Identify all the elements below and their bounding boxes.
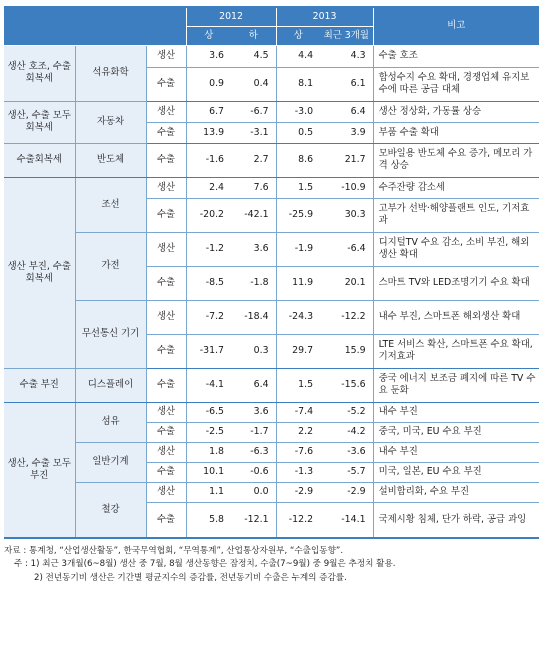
value-cell: 0.3 (231, 334, 276, 368)
value-cell: 2.2 (276, 422, 320, 442)
industry-cell: 가전 (75, 232, 146, 300)
value-cell: 1.5 (276, 177, 320, 198)
type-cell: 생산 (146, 177, 186, 198)
value-cell: 3.6 (231, 232, 276, 266)
table-row (4, 101, 539, 122)
value-cell: 6.4 (231, 368, 276, 402)
category-cell: 생산, 수출 모두 부진 (4, 402, 75, 538)
remark-cell: 중국, 미국, EU 수요 부진 (373, 422, 539, 442)
header-year-2013: 2013 (276, 7, 373, 26)
value-cell: 30.3 (320, 198, 373, 232)
remark-cell: 국제시황 침체, 단가 하락, 공급 과잉 (373, 502, 539, 538)
type-cell: 생산 (146, 482, 186, 502)
industry-cell: 철강 (75, 482, 146, 538)
type-cell: 수출 (146, 502, 186, 538)
value-cell: -5.7 (320, 462, 373, 482)
table-row (4, 45, 539, 67)
value-cell: 1.1 (186, 482, 231, 502)
remark-cell: 디지털TV 수요 감소, 소비 부진, 해외생산 확대 (373, 232, 539, 266)
header-year-2012: 2012 (186, 7, 276, 26)
type-cell: 수출 (146, 334, 186, 368)
remark-cell: 설비합리화, 수요 부진 (373, 482, 539, 502)
value-cell: -1.8 (231, 266, 276, 300)
value-cell: -1.3 (276, 462, 320, 482)
remark-cell: 합성수지 수요 확대, 경쟁업체 유지보수에 따른 공급 대체 (373, 67, 539, 101)
category-cell: 생산 호조, 수출회복세 (4, 45, 75, 101)
type-cell: 생산 (146, 232, 186, 266)
table-row (4, 482, 539, 502)
value-cell: 3.9 (320, 122, 373, 143)
value-cell: -20.2 (186, 198, 231, 232)
value-cell: 13.9 (186, 122, 231, 143)
type-cell: 생산 (146, 45, 186, 67)
type-cell: 생산 (146, 300, 186, 334)
table-row (4, 143, 539, 177)
value-cell: -7.6 (276, 442, 320, 462)
industry-cell: 디스플레이 (75, 368, 146, 402)
value-cell: -12.1 (231, 502, 276, 538)
value-cell: 10.1 (186, 462, 231, 482)
type-cell: 수출 (146, 67, 186, 101)
value-cell: -6.7 (231, 101, 276, 122)
value-cell: -2.5 (186, 422, 231, 442)
value-cell: -10.9 (320, 177, 373, 198)
table-row (4, 300, 539, 334)
type-cell: 수출 (146, 122, 186, 143)
value-cell: -12.2 (276, 502, 320, 538)
header-2012-h1: 상 (186, 26, 231, 45)
value-cell: -42.1 (231, 198, 276, 232)
value-cell: -1.6 (186, 143, 231, 177)
industry-table (4, 6, 539, 539)
value-cell: -1.2 (186, 232, 231, 266)
type-cell: 생산 (146, 101, 186, 122)
table-row (4, 177, 539, 198)
value-cell: -5.2 (320, 402, 373, 422)
value-cell: -1.9 (276, 232, 320, 266)
table-row (4, 232, 539, 266)
value-cell: -3.6 (320, 442, 373, 462)
remark-cell: 내수 부진 (373, 402, 539, 422)
remark-cell: 생산 정상화, 가동률 상승 (373, 101, 539, 122)
type-cell: 수출 (146, 266, 186, 300)
value-cell: -3.1 (231, 122, 276, 143)
value-cell: -8.5 (186, 266, 231, 300)
value-cell: 2.4 (186, 177, 231, 198)
industry-cell: 일반기계 (75, 442, 146, 482)
type-cell: 생산 (146, 402, 186, 422)
value-cell: -25.9 (276, 198, 320, 232)
value-cell: -4.2 (320, 422, 373, 442)
value-cell: 5.8 (186, 502, 231, 538)
header-row-years (4, 7, 539, 26)
type-cell: 수출 (146, 422, 186, 442)
value-cell: 20.1 (320, 266, 373, 300)
type-cell: 수출 (146, 143, 186, 177)
type-cell: 수출 (146, 462, 186, 482)
category-cell: 수출 부진 (4, 368, 75, 402)
value-cell: 15.9 (320, 334, 373, 368)
value-cell: 7.6 (231, 177, 276, 198)
industry-cell: 섬유 (75, 402, 146, 442)
value-cell: -7.2 (186, 300, 231, 334)
value-cell: 3.6 (186, 45, 231, 67)
remark-cell: 수주잔량 감소세 (373, 177, 539, 198)
table-container (4, 6, 539, 585)
category-cell: 생산, 수출 모두 회복세 (4, 101, 75, 143)
value-cell: 6.1 (320, 67, 373, 101)
value-cell: -2.9 (320, 482, 373, 502)
value-cell: -7.4 (276, 402, 320, 422)
value-cell: -31.7 (186, 334, 231, 368)
value-cell: 3.6 (231, 402, 276, 422)
value-cell: -1.7 (231, 422, 276, 442)
footnote-1: 주 : 1) 최근 3개월(6~8월) 생산 중 7월, 8월 생산동향은 잠정치, 수출(7~9월) 중 9월은 추정치 활용. (14, 559, 396, 570)
value-cell: -6.4 (320, 232, 373, 266)
industry-cell: 무선통신 기기 (75, 300, 146, 368)
table-row (4, 368, 539, 402)
value-cell: -0.6 (231, 462, 276, 482)
value-cell: -15.6 (320, 368, 373, 402)
table-row (4, 442, 539, 462)
remark-cell: 미국, 일본, EU 수요 부진 (373, 462, 539, 482)
value-cell: -24.3 (276, 300, 320, 334)
header-2012-h2: 하 (231, 26, 276, 45)
value-cell: 0.0 (231, 482, 276, 502)
value-cell: 1.8 (186, 442, 231, 462)
value-cell: -12.2 (320, 300, 373, 334)
header-blank (4, 7, 186, 45)
value-cell: 4.3 (320, 45, 373, 67)
value-cell: -3.0 (276, 101, 320, 122)
source-note: 자료 : 통계청, “산업생산활동”, 한국무역협회, “무역통계”, 산업통상자원부, “수출입동향”. (4, 546, 344, 556)
table-row (4, 402, 539, 422)
industry-cell: 자동차 (75, 101, 146, 143)
value-cell: -6.3 (231, 442, 276, 462)
value-cell: 11.9 (276, 266, 320, 300)
value-cell: 2.7 (231, 143, 276, 177)
value-cell: 4.5 (231, 45, 276, 67)
value-cell: 6.7 (186, 101, 231, 122)
header-remarks: 비고 (373, 7, 539, 45)
value-cell: 8.1 (276, 67, 320, 101)
value-cell: 0.9 (186, 67, 231, 101)
remark-cell: 내수 부진 (373, 442, 539, 462)
remark-cell: 모바일용 반도체 수요 증가, 메모리 가격 상승 (373, 143, 539, 177)
remark-cell: 내수 부진, 스마트폰 해외생산 확대 (373, 300, 539, 334)
value-cell: -6.5 (186, 402, 231, 422)
footnote-2: 2) 전년동기비 생산은 기간별 평균지수의 증감률, 전년동기비 수출은 누계의 증감률. (34, 572, 347, 583)
type-cell: 생산 (146, 442, 186, 462)
footnotes (4, 545, 539, 585)
value-cell: 29.7 (276, 334, 320, 368)
remark-cell: 스마트 TV와 LED조명기기 수요 확대 (373, 266, 539, 300)
remark-cell: 수출 호조 (373, 45, 539, 67)
industry-cell: 석유화학 (75, 45, 146, 101)
remark-cell: 중국 에너지 보조금 폐지에 따른 TV 수요 둔화 (373, 368, 539, 402)
value-cell: -14.1 (320, 502, 373, 538)
value-cell: 0.5 (276, 122, 320, 143)
remark-cell: 고부가 선박·해양플랜트 인도, 기저효과 (373, 198, 539, 232)
header-2013-recent: 최근 3개월 (320, 26, 373, 45)
header-2013-h1: 상 (276, 26, 320, 45)
value-cell: 1.5 (276, 368, 320, 402)
type-cell: 수출 (146, 368, 186, 402)
industry-cell: 반도체 (75, 143, 146, 177)
value-cell: 8.6 (276, 143, 320, 177)
industry-cell: 조선 (75, 177, 146, 232)
remark-cell: LTE 서비스 확산, 스마트폰 수요 확대, 기저효과 (373, 334, 539, 368)
value-cell: 21.7 (320, 143, 373, 177)
value-cell: 6.4 (320, 101, 373, 122)
remark-cell: 부품 수출 확대 (373, 122, 539, 143)
category-cell: 생산 부진, 수출회복세 (4, 177, 75, 368)
value-cell: 0.4 (231, 67, 276, 101)
type-cell: 수출 (146, 198, 186, 232)
value-cell: -2.9 (276, 482, 320, 502)
value-cell: 4.4 (276, 45, 320, 67)
value-cell: -18.4 (231, 300, 276, 334)
value-cell: -4.1 (186, 368, 231, 402)
category-cell: 수출회복세 (4, 143, 75, 177)
